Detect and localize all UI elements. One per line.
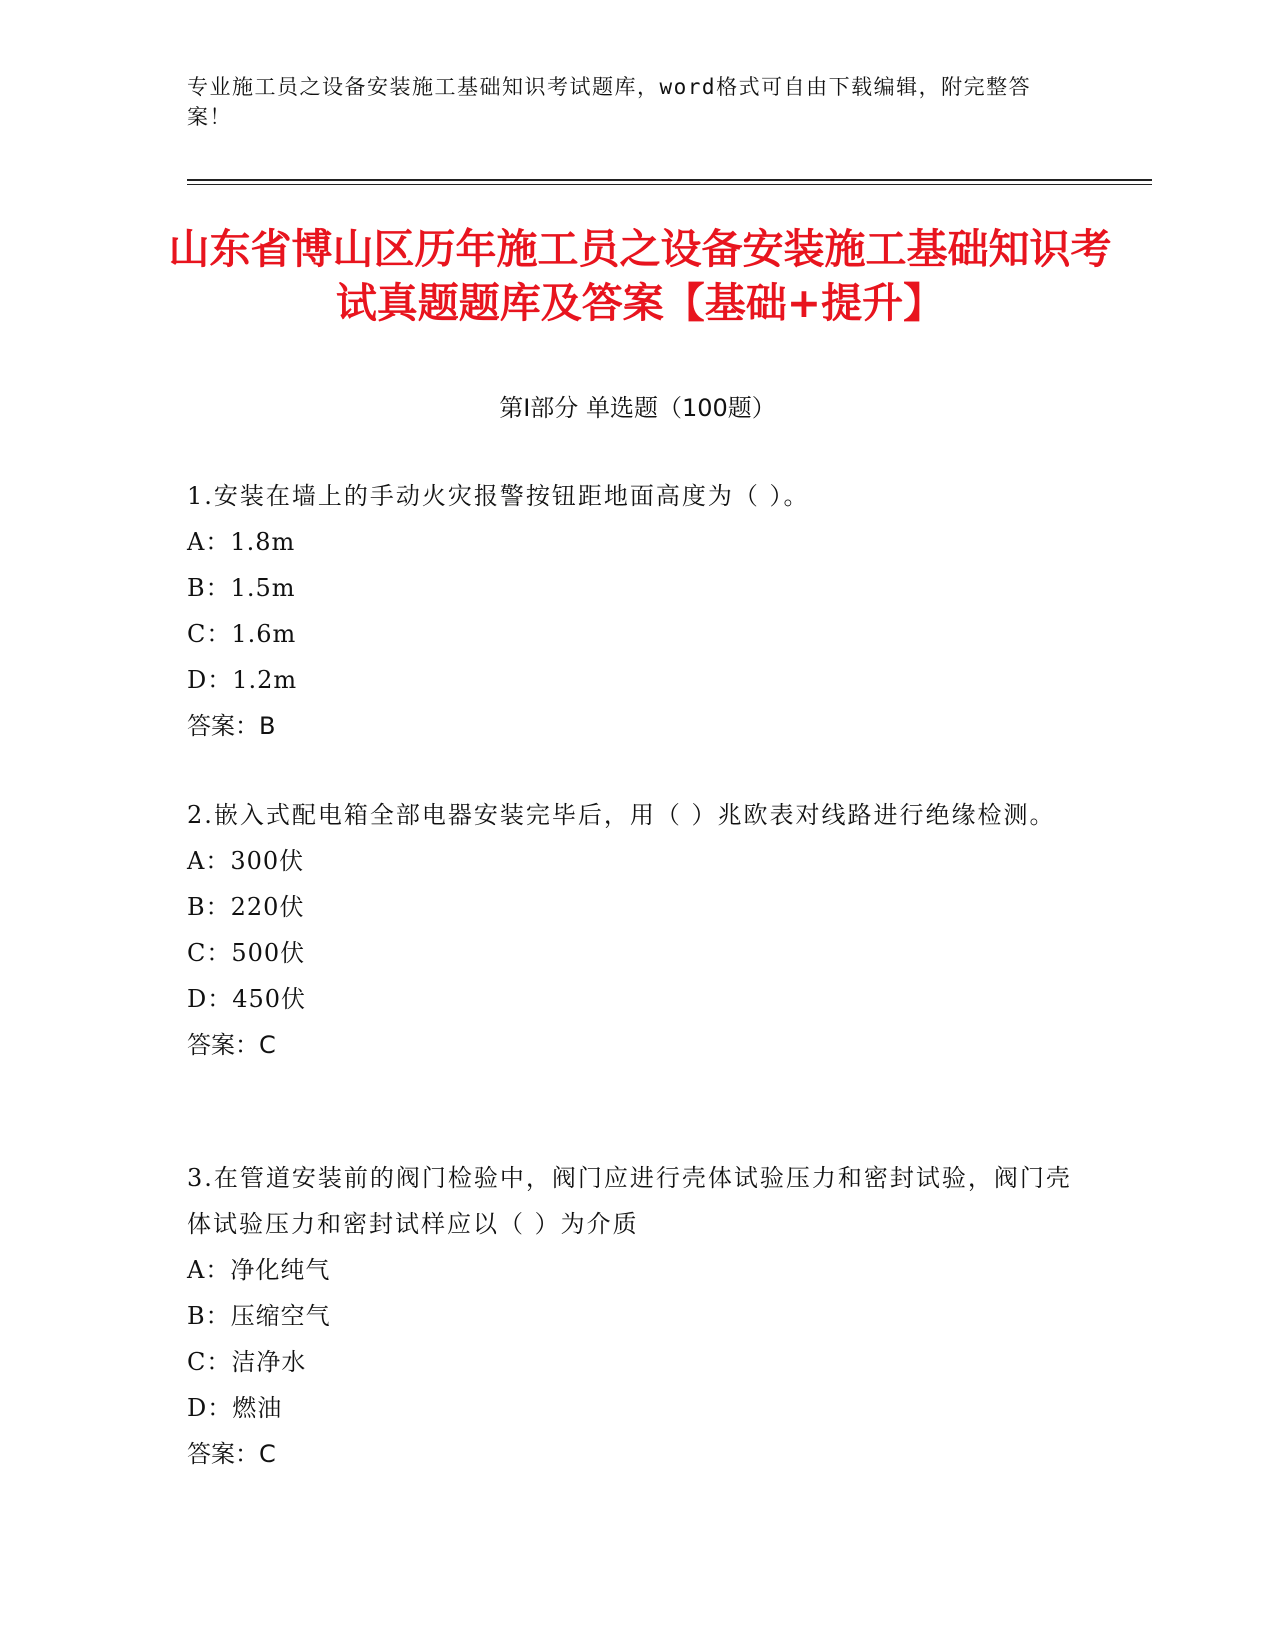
option-b: B：压缩空气 <box>187 1302 331 1330</box>
question-2 <box>187 792 1087 1068</box>
question-stem: 1.安装在墙上的手动火灾报警按钮距地面高度为（ ）。 <box>187 482 810 510</box>
question-1 <box>187 473 1087 749</box>
answer: 答案：B <box>187 712 276 740</box>
header-rule-thin <box>187 184 1152 185</box>
document-title: 山东省博山区历年施工员之设备安装施工基础知识考试真题题库及答案【基础+提升】 <box>168 225 1112 327</box>
option-b: B：1.5m <box>187 574 296 602</box>
question-stem: 2.嵌入式配电箱全部电器安装完毕后，用（ ）兆欧表对线路进行绝缘检测。 <box>187 801 1056 829</box>
question-stem: 3.在管道安装前的阀门检验中，阀门应进行壳体试验压力和密封试验，阀门壳体试验压力和密封试样应以（ ）为介质 <box>187 1164 1072 1238</box>
section-heading: 第I部分 单选题（100题） <box>499 394 776 422</box>
option-c: C：500伏 <box>187 939 306 967</box>
answer: 答案：C <box>187 1440 276 1468</box>
option-a: A：300伏 <box>187 847 305 875</box>
option-c: C：1.6m <box>187 620 297 648</box>
option-b: B：220伏 <box>187 893 305 921</box>
header-rule-thick <box>187 179 1152 181</box>
option-a: A：1.8m <box>187 528 296 556</box>
option-d: D：燃油 <box>187 1394 283 1422</box>
header-note: 专业施工员之设备安装施工基础知识考试题库，word格式可自由下载编辑，附完整答案！ <box>187 75 1032 129</box>
option-a: A：净化纯气 <box>187 1256 331 1284</box>
option-c: C：洁净水 <box>187 1348 307 1376</box>
answer: 答案：C <box>187 1031 276 1059</box>
question-3 <box>187 1155 1087 1477</box>
option-d: D：450伏 <box>187 985 307 1013</box>
option-d: D：1.2m <box>187 666 298 694</box>
